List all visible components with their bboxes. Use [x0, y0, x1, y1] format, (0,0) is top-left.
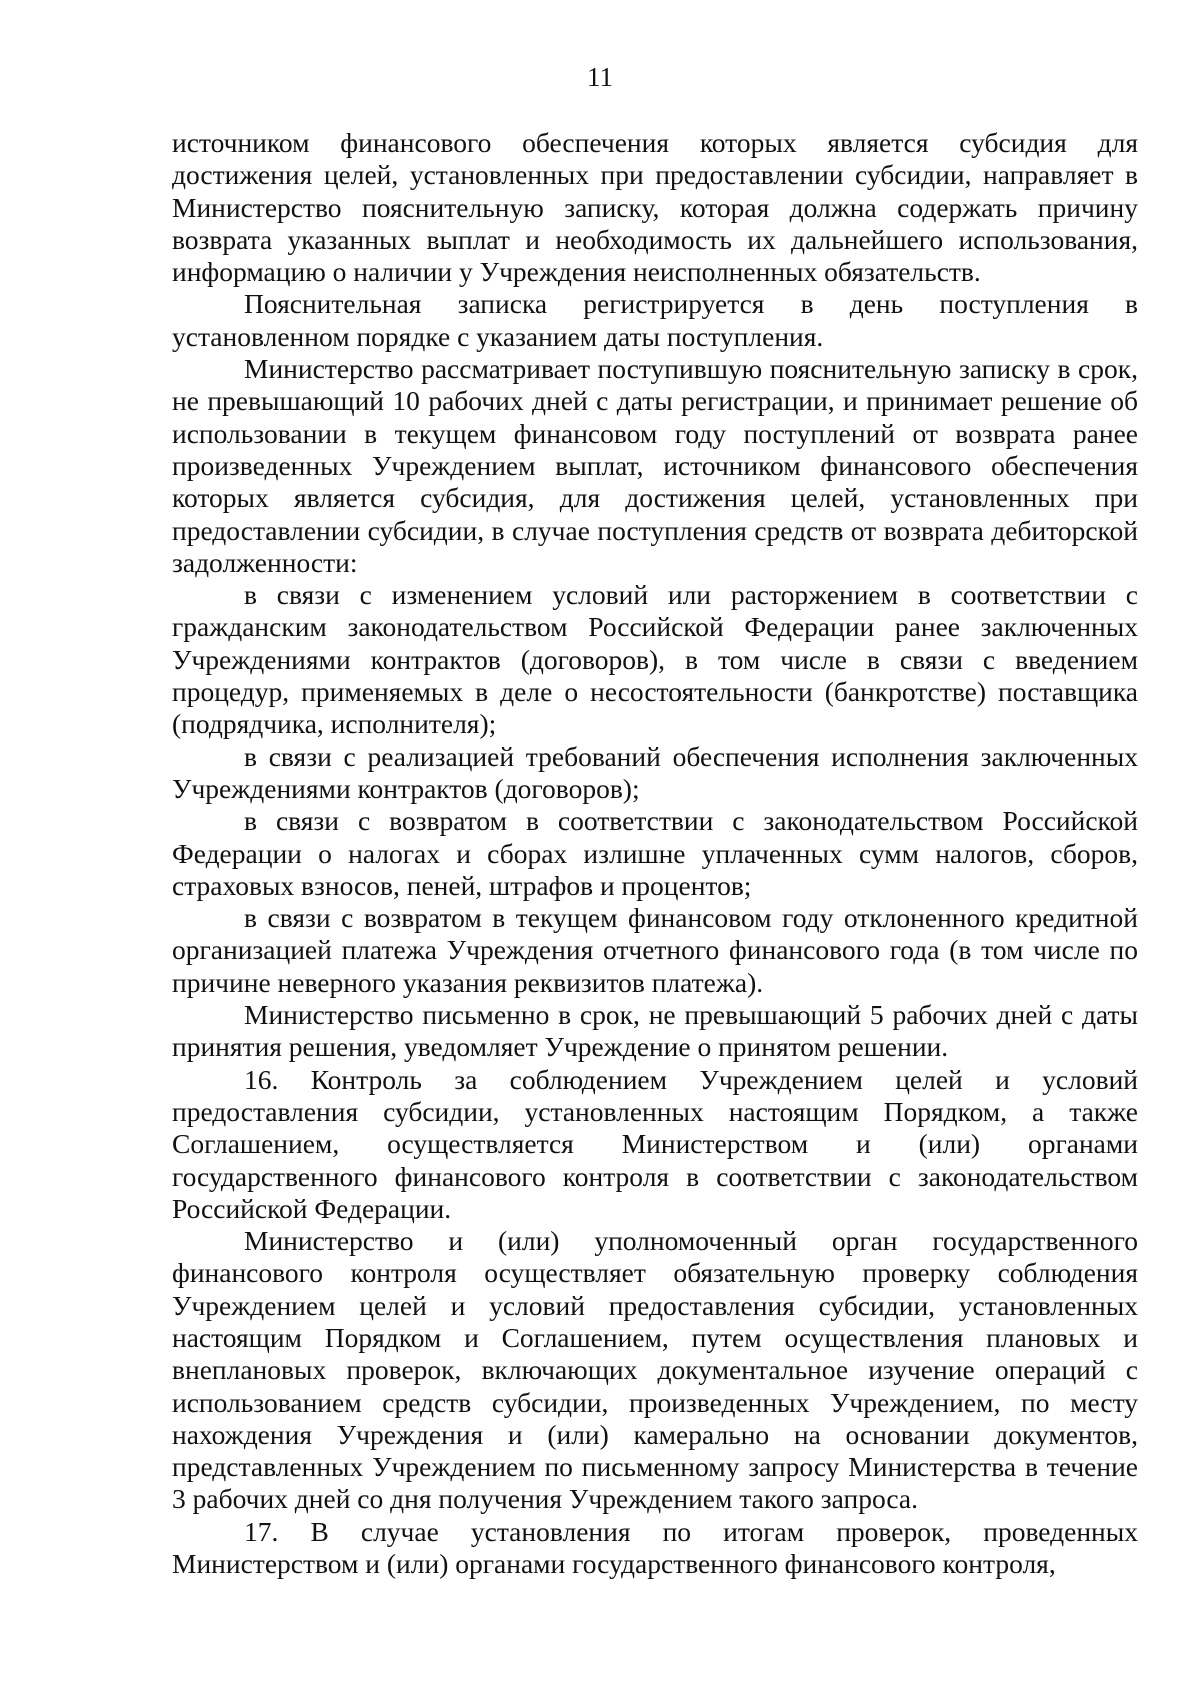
page-number: 11 — [587, 62, 613, 92]
paragraph-continuation: источником финансового обеспечения которых является субсидия для достижения целей, установленных при предоставлении субсидии, направляет в Министерство пояснительную записку, которая должна содержать причину возврата указанных выплат и необходимость их дальнейшего использования, информацию о наличии у Учреждения неисполненных обязательств. — [172, 127, 1138, 288]
paragraph-ministry-notification: Министерство письменно в срок, не превышающий 5 рабочих дней с даты принятия решения, уведомляет Учреждение о принятом решении. — [172, 999, 1138, 1063]
paragraph-section-16: 16. Контроль за соблюдением Учреждением целей и условий предоставления субсидии, установленных настоящим Порядком, а также Соглашением, осуществляется Министерством и (или) органами государственного финансового контроля в соответствии с законодательством Российской Федерации. — [172, 1063, 1138, 1224]
document-body — [172, 127, 1138, 1580]
paragraph-explanatory-note-registration: Пояснительная записка регистрируется в день поступления в установленном порядке с указанием даты поступления. — [172, 288, 1138, 352]
paragraph-case-tax-refund: в связи с возвратом в соответствии с законодательством Российской Федерации о налогах и сборах излишне уплаченных сумм налогов, сборов, страховых взносов, пеней, штрафов и процентов; — [172, 805, 1138, 901]
paragraph-case-rejected-payment: в связи с возвратом в текущем финансовом году отклоненного кредитной организацией платежа Учреждения отчетного финансового года (в том числе по причине неверного указания реквизитов платежа). — [172, 902, 1138, 998]
paragraph-section-17: 17. В случае установления по итогам проверок, проведенных Министерством и (или) органами государственного финансового контроля, — [172, 1515, 1138, 1580]
paragraph-ministry-inspection: Министерство и (или) уполномоченный орган государственного финансового контроля осуществляет обязательную проверку соблюдения Учреждением целей и условий предоставления субсидии, установленных настоящим Порядком и Соглашением, путем осуществления плановых и внеплановых проверок, включающих документальное изучение операций с использованием средств субсидии, произведенных Учреждением, по месту нахождения Учреждения и (или) камерально на основании документов, представленных Учреждением по письменному запросу Министерства в течение 3 рабочих дней со дня получения Учреждением такого запроса. — [172, 1225, 1138, 1515]
paragraph-case-contract-security: в связи с реализацией требований обеспечения исполнения заключенных Учреждениями контрактов (договоров); — [172, 740, 1138, 804]
paragraph-ministry-review: Министерство рассматривает поступившую пояснительную записку в срок, не превышающий 10 рабочих дней с даты регистрации, и принимает решение об использовании в текущем финансовом году поступлений от возврата ранее произведенных Учреждением выплат, источником финансового обеспечения которых является субсидия, для достижения целей, установленных при предоставлении субсидии, в случае поступления средств от возврата дебиторской задолженности: — [172, 353, 1138, 578]
paragraph-case-contract-change: в связи с изменением условий или расторжением в соответствии с гражданским законодательством Российской Федерации ранее заключенных Учреждениями контрактов (договоров), в том числе в связи с введением процедур, применяемых в деле о несостоятельности (банкротстве) поставщика (подрядчика, исполнителя); — [172, 579, 1138, 740]
